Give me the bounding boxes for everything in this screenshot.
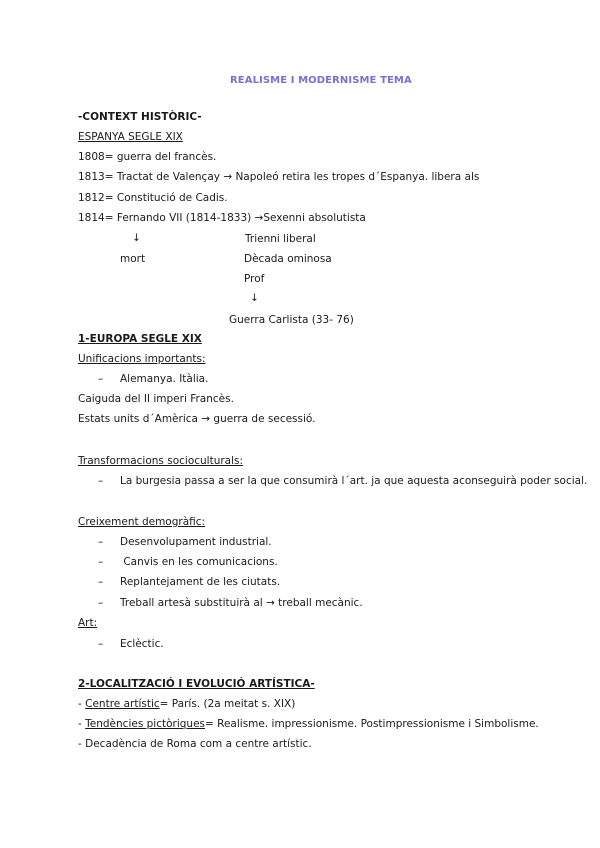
context-line-1813: 1813= Tractat de Valençay → Napoleó retira les tropes d´Espanya. libera als: [78, 171, 480, 183]
context-line-1808: 1808= guerra del francès.: [78, 151, 217, 163]
bullet-dash: -: [78, 738, 86, 750]
trienni-liberal: Trienni liberal: [245, 233, 316, 245]
guerra-carlista: Guerra Carlista (33- 76): [229, 314, 354, 326]
unificacions-label: Unificacions importants:: [78, 353, 206, 365]
document-title: REALISME I MODERNISME TEMA: [230, 75, 412, 86]
tendencies-label: Tendències pictòriques: [85, 718, 206, 730]
creixement-item: Canvis en les comunicacions.: [120, 556, 278, 568]
bullet-dash: –: [98, 536, 104, 548]
arrow-down-icon: ↓: [250, 292, 259, 304]
bullet-dash: -: [78, 718, 86, 730]
tendencies-value: = Realisme. impressionisme. Postimpressionisme i Simbolisme.: [205, 718, 539, 730]
list-item: [98, 535, 272, 549]
bullet-dash: –: [98, 638, 104, 650]
context-heading: -CONTEXT HISTÒRIC-: [78, 111, 202, 123]
creixement-label: Creixement demogràfic:: [78, 516, 206, 528]
tendencies-line: [78, 717, 539, 731]
europa-heading: 1-EUROPA SEGLE XIX: [78, 333, 202, 345]
decada-ominosa: Dècada ominosa: [244, 253, 332, 265]
list-item: [98, 575, 280, 589]
centre-line: [78, 697, 295, 711]
centre-label: Centre artístic: [85, 698, 160, 710]
creixement-item: Treball artesà substituirà al → treball mecànic.: [120, 597, 363, 609]
context-line-1812: 1812= Constitució de Cadis.: [78, 192, 228, 204]
centre-value: = París. (2a meitat s. XIX): [159, 698, 296, 710]
bullet-dash: –: [98, 556, 104, 568]
bullet-dash: -: [78, 698, 86, 710]
localitzacio-heading: 2-LOCALITZACIÓ I EVOLUCIÓ ARTÍSTICA-: [78, 678, 315, 690]
art-label: Art:: [78, 617, 98, 629]
bullet-dash: –: [98, 373, 104, 385]
caiguda-line: Caiguda del II imperi Francès.: [78, 393, 234, 405]
context-line-1814: 1814= Fernando VII (1814-1833) →Sexenni absolutista: [78, 212, 366, 224]
list-item: [98, 372, 208, 386]
list-item: [98, 474, 587, 488]
estats-line: Estats units d´Amèrica → guerra de secessió.: [78, 413, 316, 425]
creixement-item: Replantejament de les ciutats.: [120, 576, 281, 588]
bullet-dash: –: [98, 475, 104, 487]
unificacions-item: Alemanya. Itàlia.: [120, 373, 209, 385]
decadencia-text: Decadència de Roma com a centre artístic.: [85, 738, 312, 750]
list-item: [98, 555, 278, 569]
mort-label: mort: [120, 253, 146, 265]
bullet-dash: –: [98, 576, 104, 588]
arrow-down-icon: ↓: [132, 232, 141, 244]
prof-label: Prof: [244, 273, 265, 285]
transformacions-item: La burgesia passa a ser la que consumirà l´art. ja que aquesta aconseguirà poder social.: [120, 475, 588, 487]
list-item: [98, 596, 363, 610]
creixement-item: Desenvolupament industrial.: [120, 536, 272, 548]
art-item: Eclèctic.: [120, 638, 164, 650]
transformacions-label: Transformacions socioculturals:: [78, 455, 244, 467]
spain-subheading: ESPANYA SEGLE XIX: [78, 131, 183, 143]
list-item: [98, 637, 164, 651]
decadencia-line: [78, 737, 312, 751]
bullet-dash: –: [98, 597, 104, 609]
